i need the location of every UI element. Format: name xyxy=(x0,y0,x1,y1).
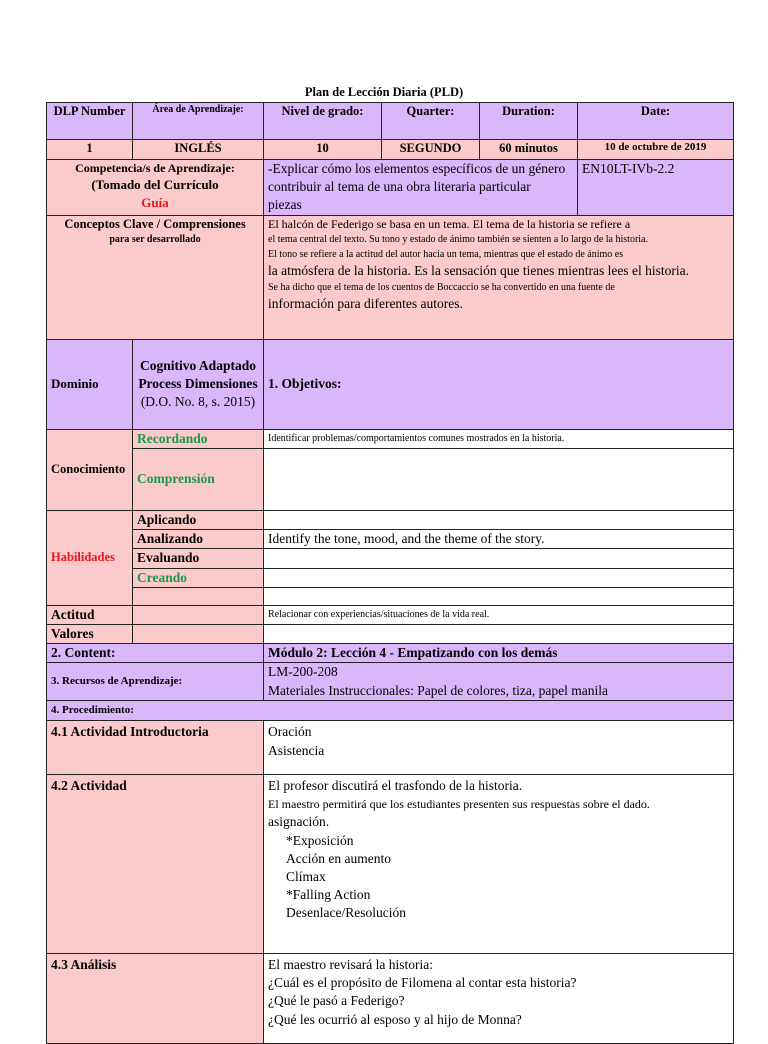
competency-text-line-2: contribuir al tema de una obra literaria particular xyxy=(268,179,531,195)
content-label: 2. Content: xyxy=(47,644,264,663)
analysis-line: ¿Cuál es el propósito de Filomena al contar esta historia? xyxy=(268,975,577,991)
competency-label-line-1: Competencia/s de Aprendizaje: xyxy=(75,161,235,175)
quarter-label: Quarter: xyxy=(382,103,480,140)
cognitive-process-line-1: Cognitivo Adaptado Process Dimensiones xyxy=(138,357,258,392)
creating-label: Creando xyxy=(133,568,264,587)
understanding-label: Comprensión xyxy=(133,448,264,510)
resources-line-2: Materiales Instruccionales: Papel de colores, tiza, papel manila xyxy=(268,682,608,698)
objectives-label: 1. Objetivos: xyxy=(264,339,734,429)
activity-item: *Exposición xyxy=(286,833,354,849)
concepts-line-2: el tema central del texto. Su tono y estado de ánimo también se sienten a lo largo de la historia. xyxy=(268,233,648,245)
empty-skill-objective xyxy=(264,587,734,605)
activity-item: Desenlace/Resolución xyxy=(286,904,406,920)
analysis-line: El maestro revisará la historia: xyxy=(268,956,433,972)
concepts-label-line-1: Conceptos Clave / Comprensiones xyxy=(64,216,246,231)
activity-text xyxy=(264,774,734,953)
concepts-line-6: información para diferentes autores. xyxy=(268,296,463,312)
concepts-line-3: El tono se refiere a la actitud del autor hacia un tema, mientras que el estado de ánimo es xyxy=(268,248,624,260)
attitude-objective: Relacionar con experiencias/situaciones de la vida real. xyxy=(264,605,734,624)
analysis-text xyxy=(264,953,734,1043)
area-label: Área de Aprendizaje: xyxy=(133,103,264,140)
lesson-plan-table xyxy=(46,102,734,1044)
date-label: Date: xyxy=(578,103,734,140)
procedure-label: 4. Procedimiento: xyxy=(47,700,734,720)
values-objective xyxy=(264,624,734,643)
remembering-objective: Identificar problemas/comportamientos comunes mostrados en la historia. xyxy=(264,429,734,448)
remembering-label: Recordando xyxy=(133,429,264,448)
page-title: Plan de Lección Diaria (PLD) xyxy=(304,85,464,99)
competency-text xyxy=(264,160,578,216)
activity-label: 4.2 Actividad xyxy=(47,774,264,953)
cognitive-process-line-2: (D.O. No. 8, s. 2015) xyxy=(140,394,256,410)
resources-line-1: LM-200-208 xyxy=(268,664,338,680)
duration-value: 60 minutos xyxy=(480,140,578,160)
competency-label xyxy=(47,160,264,216)
analysis-line: ¿Qué le pasó a Federigo? xyxy=(268,993,405,1009)
applying-objective xyxy=(264,510,734,529)
attitude-process-cell xyxy=(133,605,264,624)
empty-skill-cell xyxy=(133,587,264,605)
analyzing-label: Analizando xyxy=(133,530,264,549)
grade-label: Nivel de grado: xyxy=(264,103,382,140)
analysis-line: ¿Qué les ocurrió al esposo y al hijo de Monna? xyxy=(268,1011,522,1027)
competency-label-line-2: (Tomado del Currículo xyxy=(91,177,219,193)
activity-line-1: El profesor discutirá el trasfondo de la historia. xyxy=(268,777,523,793)
skills-label: Habilidades xyxy=(47,510,133,605)
applying-label: Aplicando xyxy=(133,510,264,529)
dlp-number-label: DLP Number xyxy=(47,103,133,140)
concepts-label xyxy=(47,215,264,339)
grade-value: 10 xyxy=(264,140,382,160)
values-process-cell xyxy=(133,624,264,643)
concepts-line-5: Se ha dicho que el tema de los cuentos de Boccaccio se ha convertido en una fuente de xyxy=(268,282,615,294)
values-label: Valores xyxy=(47,624,133,643)
activity-line-2: El maestro permitirá que los estudiantes presenten sus respuestas sobre el dado. xyxy=(268,796,650,811)
analysis-label: 4.3 Análisis xyxy=(47,953,264,1043)
domain-label: Dominio xyxy=(47,339,133,429)
cognitive-process-label xyxy=(133,339,264,429)
concepts-line-4: la atmósfera de la historia. Es la sensación que tienes mientras lees el historia. xyxy=(268,262,689,278)
date-value: 10 de octubre de 2019 xyxy=(578,140,734,160)
concepts-line-1: El halcón de Federigo se basa en un tema. El tema de la historia se refiere a xyxy=(268,216,631,231)
intro-activity-text xyxy=(264,720,734,774)
activity-line-3: asignación. xyxy=(268,814,330,830)
concepts-text xyxy=(264,215,734,339)
quarter-value: SEGUNDO xyxy=(382,140,480,160)
intro-line-1: Oración xyxy=(268,723,312,739)
evaluating-label: Evaluando xyxy=(133,549,264,568)
evaluating-objective xyxy=(264,549,734,568)
competency-label-line-3: Guía xyxy=(141,194,169,210)
creating-objective xyxy=(264,568,734,587)
competency-text-line-1: -Explicar cómo los elementos específicos de un género xyxy=(268,161,566,176)
concepts-label-line-2: para ser desarrollado xyxy=(109,233,201,245)
dlp-number-value: 1 xyxy=(47,140,133,160)
attitude-label: Actitud xyxy=(47,605,133,624)
knowledge-label: Conocimiento xyxy=(47,429,133,510)
intro-line-2: Asistencia xyxy=(268,742,325,758)
activity-item: Acción en aumento xyxy=(286,850,391,866)
competency-code: EN10LT-IVb-2.2 xyxy=(578,160,734,216)
intro-activity-label: 4.1 Actividad Introductoria xyxy=(47,720,264,774)
area-value: INGLÉS xyxy=(133,140,264,160)
activity-item: *Falling Action xyxy=(286,886,371,902)
activity-item: Clímax xyxy=(286,868,326,884)
competency-text-line-3: piezas xyxy=(268,197,302,213)
resources-label: 3. Recursos de Aprendizaje: xyxy=(47,663,264,700)
content-value: Módulo 2: Lección 4 - Empatizando con los demás xyxy=(264,644,734,663)
resources-text xyxy=(264,663,734,700)
understanding-objective xyxy=(264,448,734,510)
duration-label: Duration: xyxy=(480,103,578,140)
analyzing-objective: Identify the tone, mood, and the theme of the story. xyxy=(264,530,734,549)
